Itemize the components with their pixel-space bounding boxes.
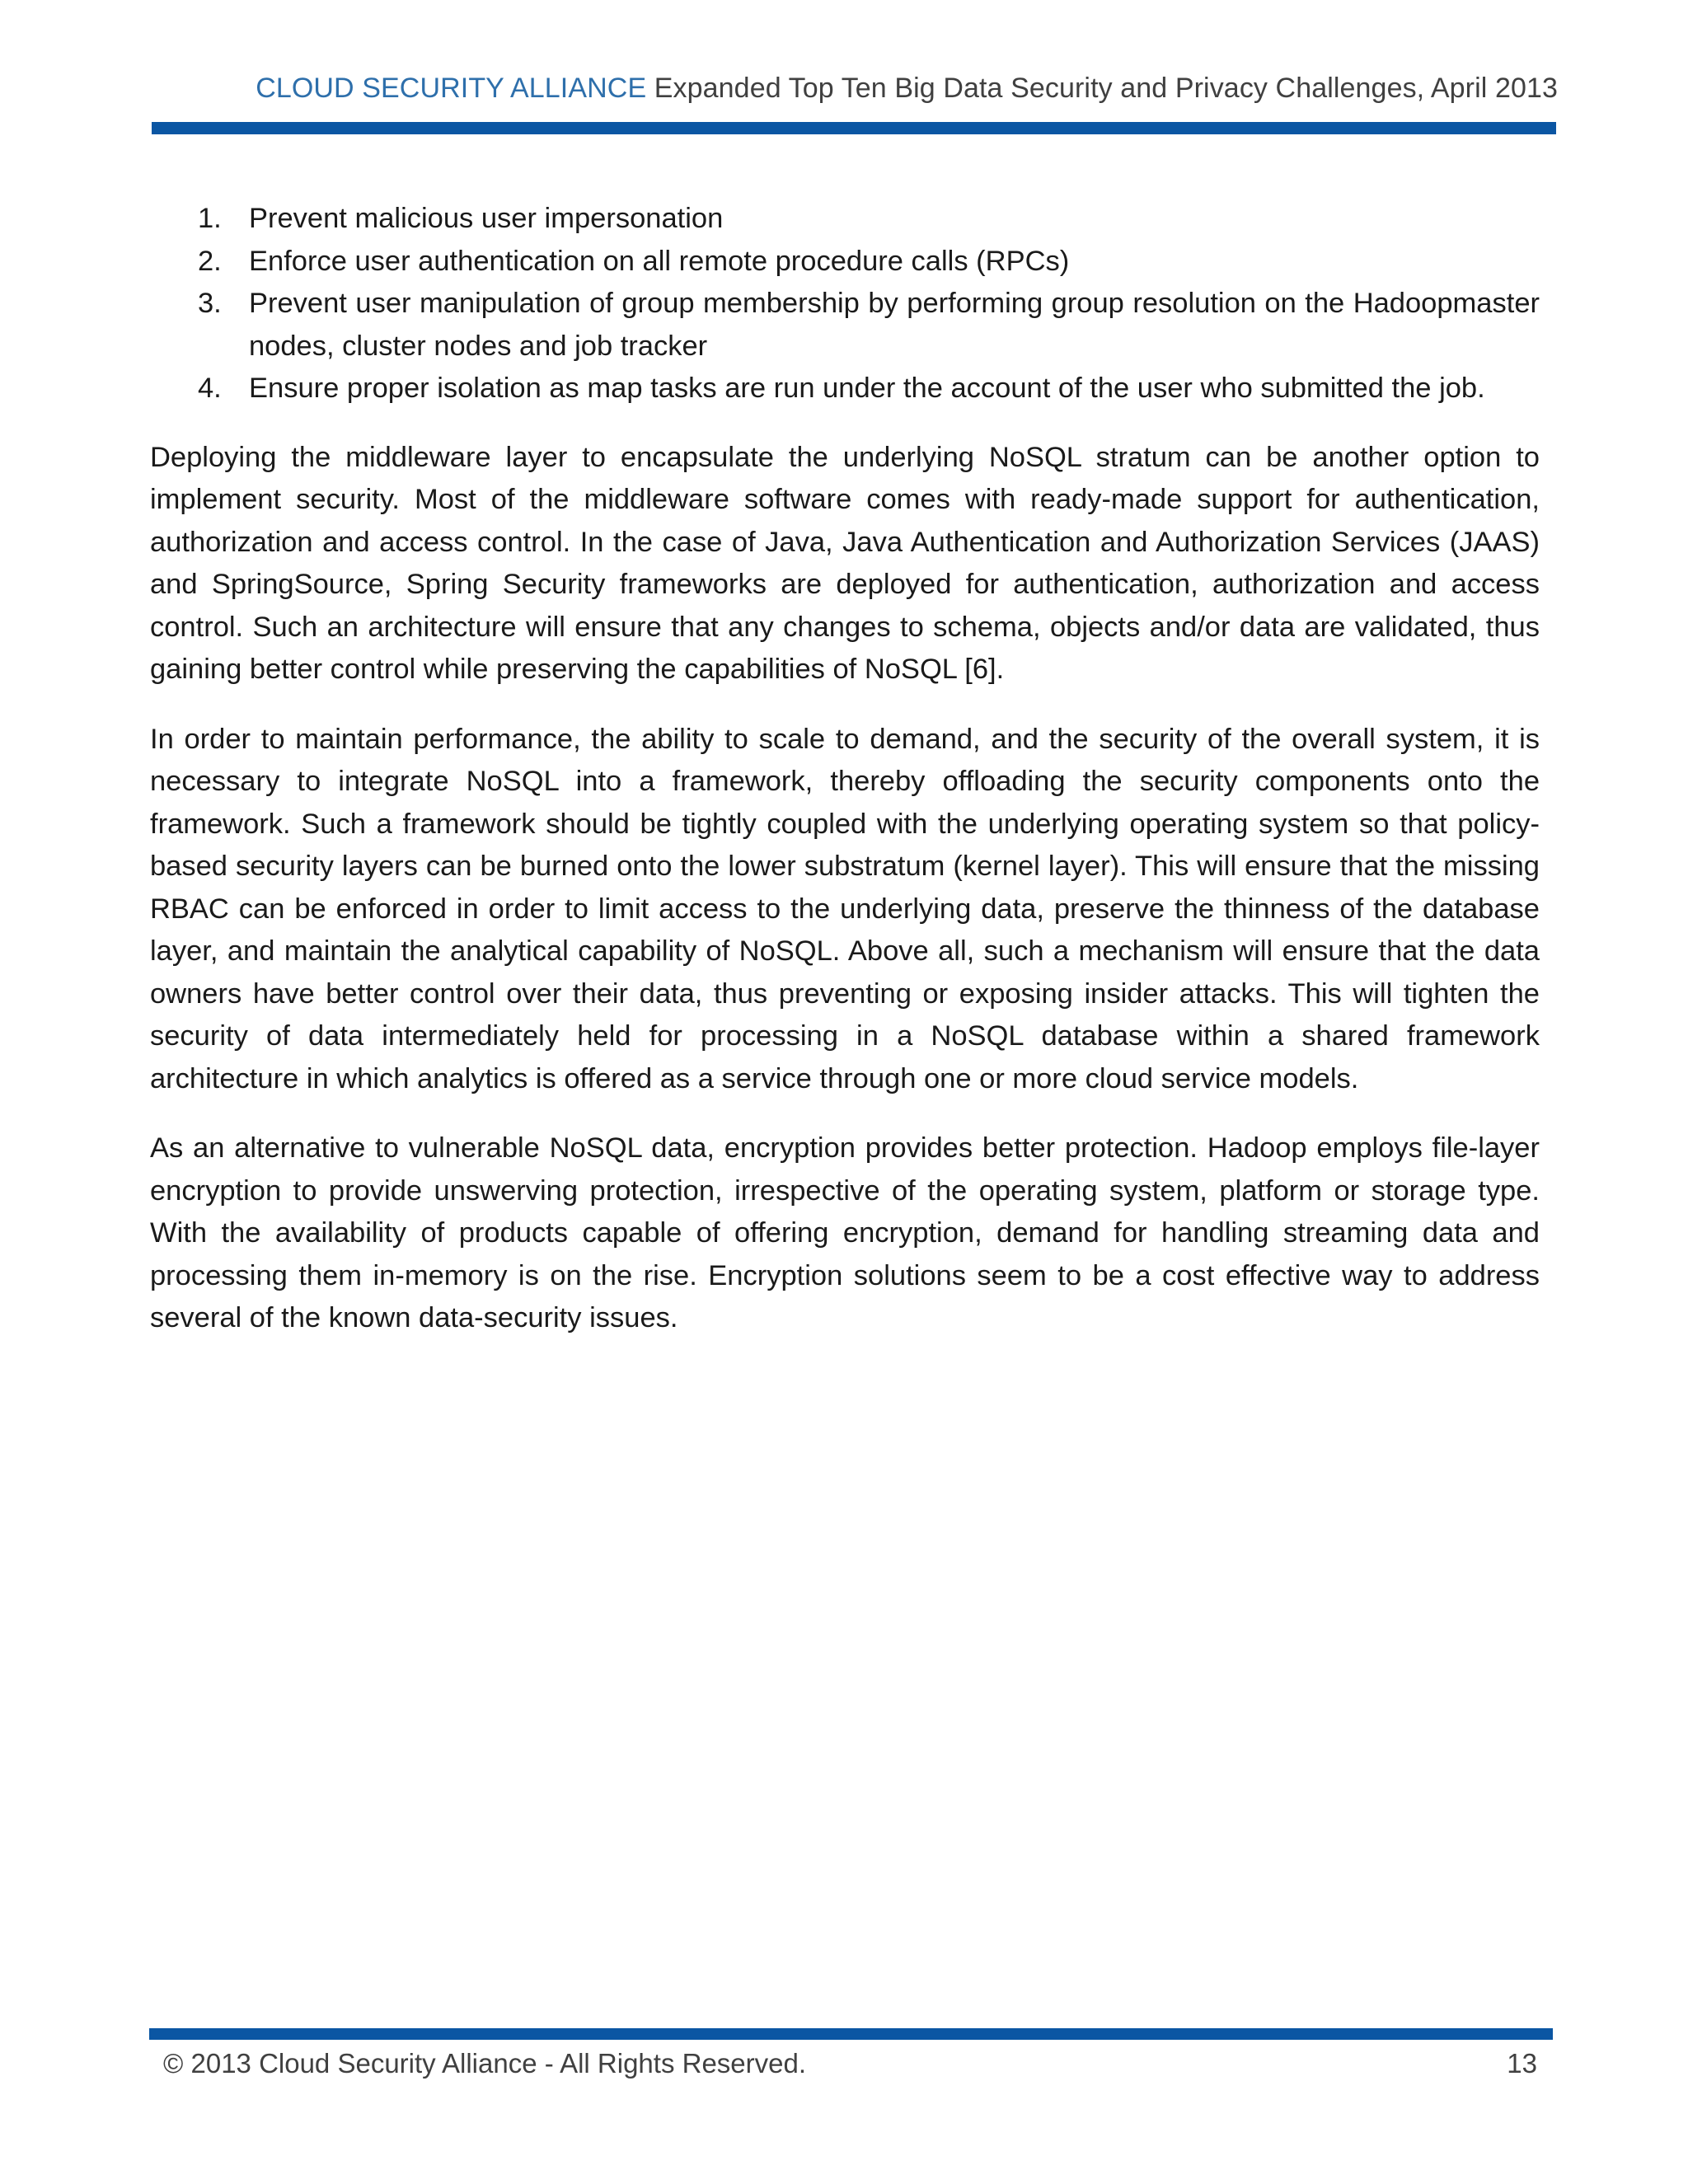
- footer-rule: [149, 2028, 1553, 2040]
- list-item: [150, 368, 1540, 410]
- list-item-number: 2.: [198, 245, 222, 277]
- header-rule: [152, 122, 1556, 134]
- requirements-list: [150, 198, 1540, 410]
- list-item-number: 1.: [198, 203, 222, 234]
- header-document-title: Expanded Top Ten Big Data Security and Privacy Challenges, April 2013: [654, 73, 1558, 104]
- paragraph-encryption: As an alternative to vulnerable NoSQL data, encryption provides better protection. Hadoop employs file-layer encryption to provide unswerving protection, irrespective of the operating system, platform or storage type. With the availability of products capable of offering encryption, demand for handling streaming data and processing them in-memory is on the rise. Encryption solutions seem to be a cost effective way to address several of the known data-security issues.: [150, 1132, 1540, 1333]
- page-header: [256, 73, 1558, 105]
- list-item: [150, 283, 1540, 368]
- paragraph-framework: In order to maintain performance, the ability to scale to demand, and the security of the overall system, it is necessary to integrate NoSQL into a framework, thereby offloading the security components onto the framework. Such a framework should be tightly coupled with the underlying operating system so that policy-based security layers can be burned onto the lower substratum (kernel layer). This will ensure that the missing RBAC can be enforced in order to limit access to the underlying data, preserve the thinness of the database layer, and maintain the analytical capability of NoSQL. Above all, such a mechanism will ensure that the data owners have better control over their data, thus preventing or exposing insider attacks. This will tighten the security of data intermediately held for processing in a NoSQL database within a shared framework architecture in which analytics is offered as a service through one or more cloud service models.: [150, 723, 1540, 1094]
- document-body: [150, 198, 1540, 1367]
- list-item-text: Prevent user manipulation of group membership by performing group resolution on the Hadoopmaster nodes, cluster nodes and job tracker: [249, 288, 1540, 362]
- list-item-text: Enforce user authentication on all remote procedure calls (RPCs): [249, 245, 1070, 277]
- list-item-text: Ensure proper isolation as map tasks are run under the account of the user who submitted the job.: [249, 373, 1485, 404]
- paragraph-middleware: Deploying the middleware layer to encapsulate the underlying NoSQL stratum can be another option to implement security. Most of the middleware software comes with ready-made support for authentication, authorization and access control. In the case of Java, Java Authentication and Authorization Services (JAAS) and SpringSource, Spring Security frameworks are deployed for authentication, authorization and access control. Such an architecture will ensure that any changes to schema, objects and/or data are validated, thus gaining better control while preserving the capabilities of NoSQL [6].: [150, 441, 1540, 685]
- list-item-number: 4.: [198, 373, 222, 404]
- list-item: [150, 198, 1540, 241]
- list-item: [150, 241, 1540, 284]
- list-item-number: 3.: [198, 288, 222, 319]
- page-number: 13: [1507, 2048, 1537, 2079]
- header-org-name: CLOUD SECURITY ALLIANCE: [256, 73, 647, 104]
- list-item-text: Prevent malicious user impersonation: [249, 203, 724, 234]
- footer-copyright: © 2013 Cloud Security Alliance - All Rights Reserved.: [163, 2048, 807, 2079]
